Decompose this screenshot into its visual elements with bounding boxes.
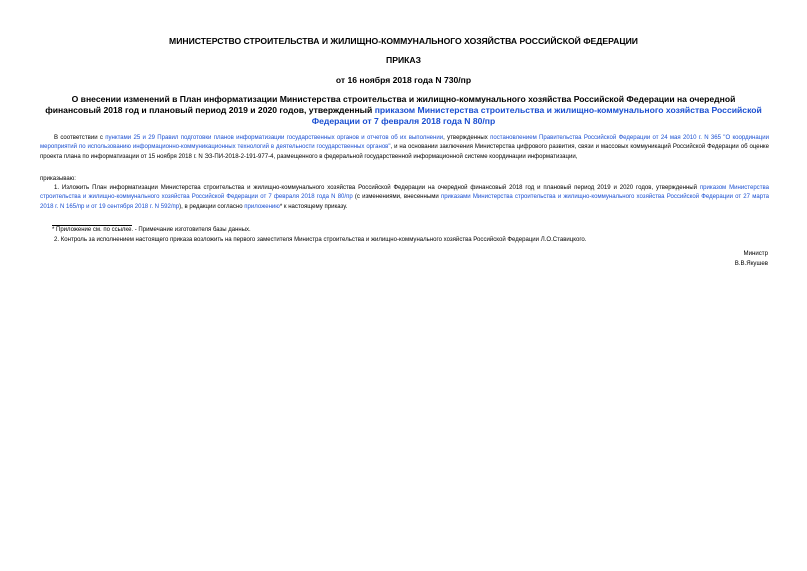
item-2-paragraph: 2. Контроль за исполнением настоящего приказа возложить на первого заместителя Министра строительства и жилищно-коммунального хозяйства Российской Федерации Л.О.Ставицкого. [54,237,587,243]
link-rules[interactable]: Правил подготовки планов информатизации государственных органов и отчетов об их выполнении [157,135,444,141]
ministry-heading: МИНИСТЕРСТВО СТРОИТЕЛЬСТВА И ЖИЛИЩНО-КОММУНАЛЬНОГО ХОЗЯЙСТВА РОССИЙСКОЙ ФЕДЕРАЦИИ [169,36,638,46]
preamble-text-4: , и на основании заключения Министерства цифрового развития, связи и массовых коммуникаций Российской Федерации об оценке проекта плана по информатизации от 15 ноября 2018 г. N ЭЗ-ПИ-2018-2-191-977-4, размещенного в федеральной государственной информационной системе координации информатизации, [40,144,769,160]
document-type: ПРИКАЗ [386,55,421,65]
preamble-paragraph [40,134,769,162]
preamble-text-3: , утвержденных [443,135,491,141]
document-title [45,94,762,126]
signature-position: Министр [743,250,768,257]
item1-text-3: ), в редакции согласно [179,203,245,210]
item1-text-4: * к настоящему приказу. [279,203,348,210]
item-1-paragraph [40,184,769,212]
link-order-80[interactable]: приказом Министерства строительства и жилищно-коммунального хозяйства Российской Федерации от 7 февраля 2018 года N 80/пр [40,185,769,201]
item1-text-1: 1. Изложить План информатизации Министерства строительства и жилищно-коммунального хозяйства Российской Федерации на очередной финансовый 2018 год и плановый период 2019 и 2020 годов, утвержденный [54,185,700,191]
link-points-25-29[interactable]: пунктами 25 и 29 [105,135,155,141]
title-link-order-80[interactable]: приказом Министерства строительства и жилищно-коммунального хозяйства Российской Федерации от 7 февраля 2018 года N 80/пр [311,104,762,126]
link-appendix[interactable]: приложению [244,203,280,210]
prikazyvayu-label: приказываю: [40,176,76,182]
item1-text-2: (с изменениями, внесенными [352,194,441,201]
link-government-decree-365[interactable]: постановлением Правительства Российской Федерации от 24 мая 2010 г. N 365 "О координации мероприятий по использованию информационно-коммуникационных технологий в деятельности государственных органов" [40,135,769,151]
link-amending-orders[interactable]: приказами Министерства строительства и жилищно-коммунального хозяйства Российской Федерации от 27 марта 2018 г. N 165/пр и от 19 сентября 2018 г. N 592/пр [40,194,770,210]
document-date-number: от 16 ноября 2018 года N 730/пр [335,75,472,85]
signature-name: В.В.Якушев [734,260,768,267]
footnote: * Приложение см. по ссылке. - Примечание изготовителя базы данных. [52,227,251,233]
preamble-text-1: В соответствии с [54,135,106,141]
title-text: О внесении изменений в План информатизации Министерства строительства и жилищно-коммунального хозяйства Российской Федерации на очередной финансовый 2018 год и плановый период 2019 и 2020 годов, утвержденный [45,94,736,115]
